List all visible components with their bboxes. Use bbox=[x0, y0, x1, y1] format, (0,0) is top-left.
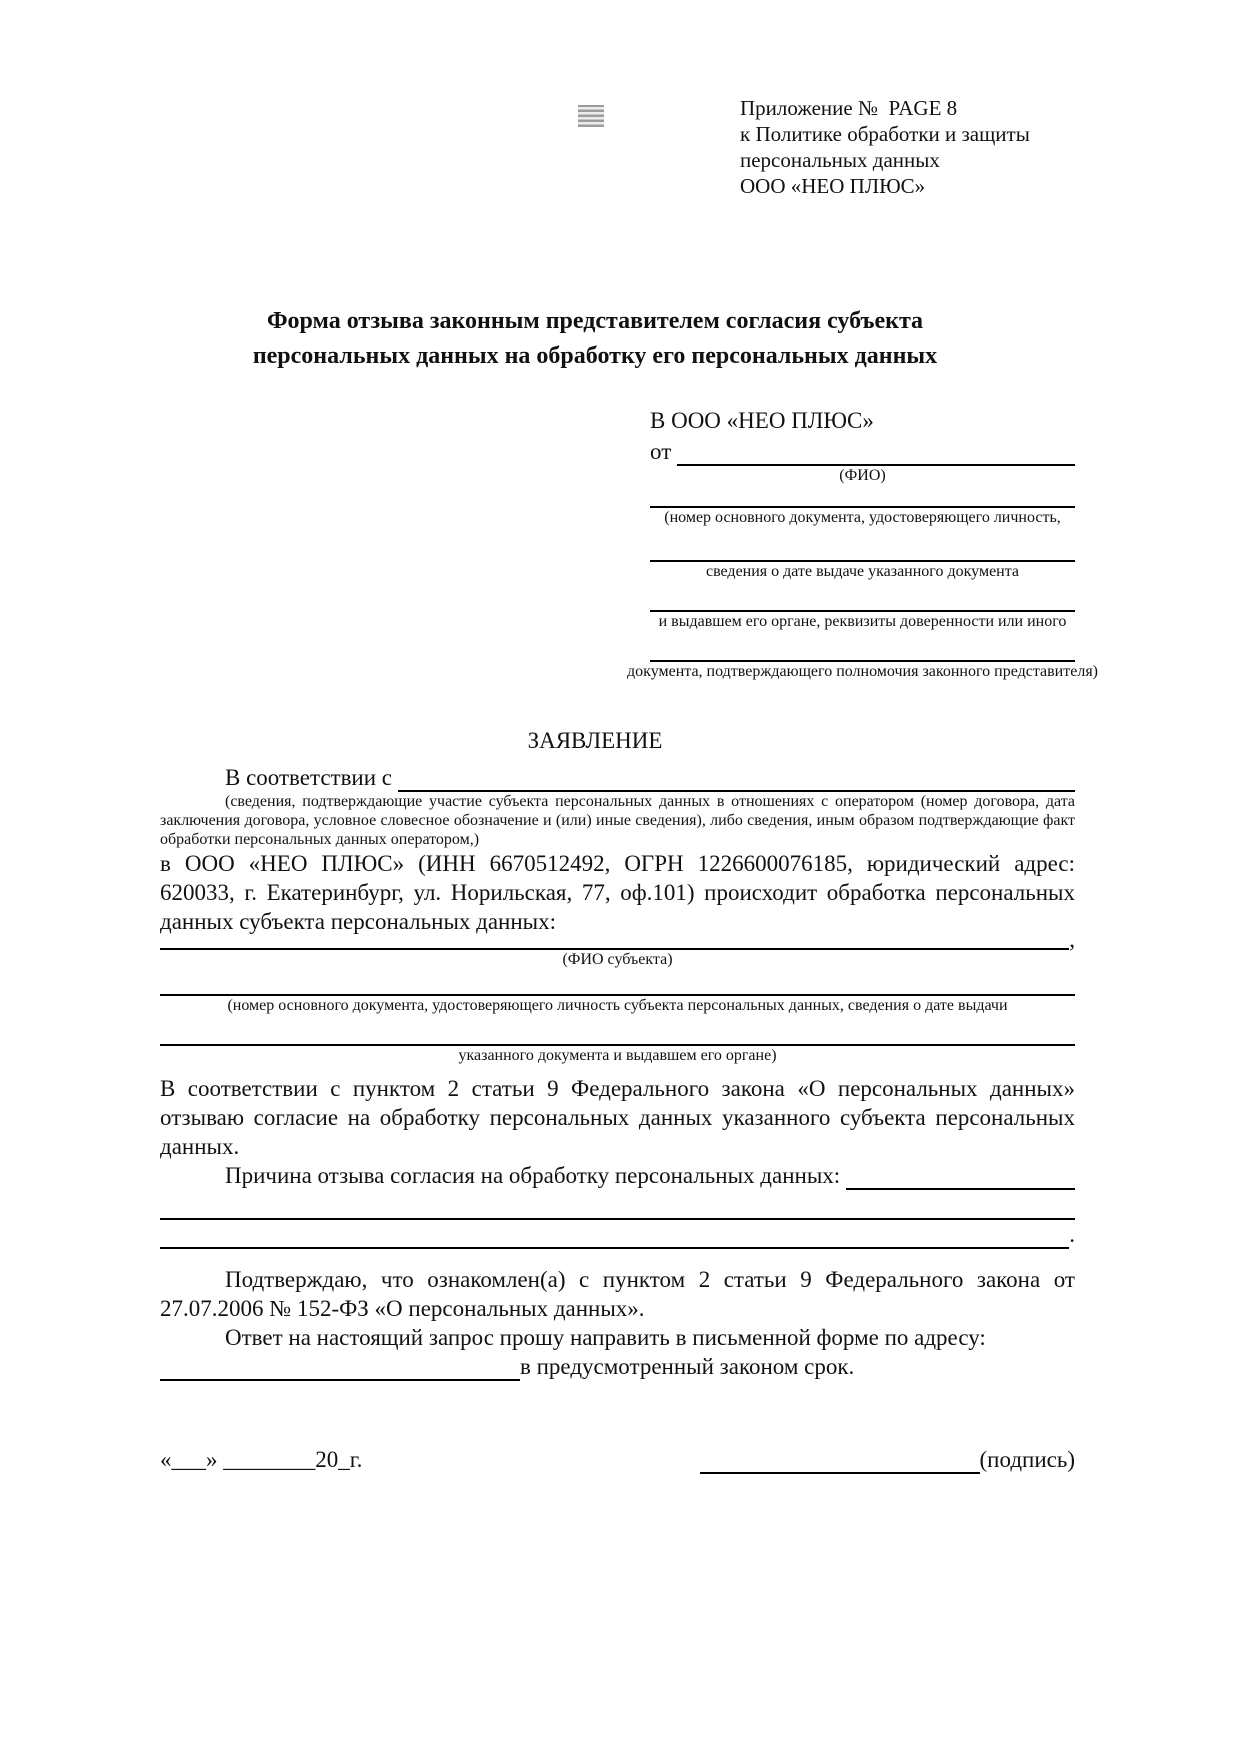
fine-print-note: (сведения, подтверждающие участие субъекта персональных данных в отношениях с оператором (номер договора, дата заключения договора, условное словесное обозначение и (или) иные сведения), либо сведения, иным образом подтверждающие факт обработки персональных данных оператором,) bbox=[160, 793, 1075, 848]
appendix-line: к Политике обработки и защиты bbox=[740, 122, 1030, 146]
blank-caption-text: сведения о дате выдаче указанного документа bbox=[705, 563, 1020, 580]
reason-row bbox=[160, 1161, 1075, 1190]
reply-request-line: Ответ на настоящий запрос прошу направить в письменной форме по адресу: bbox=[225, 1325, 986, 1350]
blank-caption-text: и выдавшем его органе, реквизиты доверенности или иного bbox=[658, 613, 1067, 630]
reason-extra-row-2 bbox=[160, 1220, 1075, 1249]
blank-line-issue-date bbox=[650, 528, 1075, 562]
document-title bbox=[160, 304, 1030, 374]
subject-fio-caption bbox=[160, 950, 1075, 970]
blank-line-issuer bbox=[650, 582, 1075, 612]
subject-doc-caption-1 bbox=[160, 996, 1075, 1016]
appendix-header bbox=[740, 95, 1030, 199]
blank-line-authority-doc bbox=[650, 632, 1075, 662]
intro-label: В соответствии с bbox=[225, 765, 393, 790]
embedded-object-artifact-icon bbox=[578, 105, 604, 127]
addressee-block bbox=[627, 406, 1098, 682]
subject-fio-comma: , bbox=[1069, 927, 1075, 952]
intro-blank-line bbox=[398, 764, 1075, 792]
subject-fio-caption-text: (ФИО субъекта) bbox=[562, 951, 673, 968]
reason-extra-blank-line-2 bbox=[160, 1221, 1069, 1249]
blank-caption bbox=[650, 508, 1075, 528]
confirmation-paragraph: Подтверждаю, что ознакомлен(а) с пунктом 2 статьи 9 Федерального закона от 27.07.2006 № 152-ФЗ «О персональных данных». bbox=[160, 1267, 1075, 1321]
appendix-line: Приложение № PAGE 8 bbox=[740, 96, 958, 120]
blank-line-doc-number bbox=[650, 486, 1075, 508]
intro-row bbox=[160, 763, 1075, 792]
signature-caption: (подпись) bbox=[979, 1447, 1075, 1472]
subject-fio-row bbox=[160, 927, 1075, 952]
subject-doc-caption-2-text: указанного документа и выдавшем его органе) bbox=[458, 1047, 777, 1064]
subject-fio-blank-line bbox=[160, 936, 1069, 950]
blank-caption bbox=[627, 662, 1098, 682]
from-blank-line bbox=[677, 438, 1075, 466]
blank-caption-text: (номер основного документа, удостоверяющего личность, bbox=[664, 509, 1061, 526]
reason-label: Причина отзыва согласия на обработку персональных данных: bbox=[225, 1163, 841, 1188]
from-row bbox=[650, 437, 1075, 466]
reply-request-suffix: в предусмотренный законом срок. bbox=[520, 1354, 855, 1379]
addressee-organization: В ООО «НЕО ПЛЮС» bbox=[650, 408, 874, 433]
operator-paragraph: в ООО «НЕО ПЛЮС» (ИНН 6670512492, ОГРН 1226600076185, юридический адрес: 620033, г. Екатеринбург, ул. Норильская, 77, оф.101) происходит обработка персональных данных субъекта персональных данных: bbox=[160, 851, 1075, 934]
fio-caption-text: (ФИО) bbox=[839, 467, 886, 484]
subject-doc-caption-1-text: (номер основного документа, удостоверяющего личность субъекта персональных данных, сведения о дате выдачи bbox=[227, 997, 1008, 1014]
withdrawal-paragraph: В соответствии с пунктом 2 статьи 9 Федерального закона «О персональных данных» отзываю согласие на обработку персональных данных указанного субъекта персональных данных. bbox=[160, 1076, 1075, 1159]
blank-caption bbox=[650, 612, 1075, 632]
signature-blank-line bbox=[700, 1448, 980, 1474]
reason-blank-line bbox=[846, 1162, 1075, 1190]
title-line: Форма отзыва законным представителем согласия субъекта bbox=[266, 308, 924, 334]
title-line: персональных данных на обработку его персональных данных bbox=[252, 343, 938, 369]
blank-caption-text: документа, подтверждающего полномочия законного представителя) bbox=[627, 663, 1098, 680]
subject-doc-blank-line-1 bbox=[160, 970, 1075, 996]
appendix-line: персональных данных bbox=[740, 148, 940, 172]
footer-row bbox=[160, 1445, 1075, 1474]
subject-doc-caption-2 bbox=[160, 1046, 1075, 1066]
signature-group bbox=[700, 1445, 1075, 1474]
blank-caption bbox=[650, 562, 1075, 582]
fio-caption bbox=[650, 466, 1075, 486]
page-header bbox=[0, 95, 1242, 199]
reason-blank-period: . bbox=[1069, 1222, 1075, 1247]
subject-doc-blank-line-2 bbox=[160, 1016, 1075, 1046]
statement-heading: ЗАЯВЛЕНИЕ bbox=[527, 728, 663, 753]
reply-address-blank-line bbox=[160, 1353, 520, 1381]
appendix-line: ООО «НЕО ПЛЮС» bbox=[740, 174, 926, 198]
date-line: «___» ________20_г. bbox=[160, 1447, 363, 1472]
reply-address-row bbox=[160, 1352, 1075, 1381]
reason-extra-blank-line-1 bbox=[160, 1198, 1075, 1220]
from-label: от bbox=[650, 439, 672, 464]
